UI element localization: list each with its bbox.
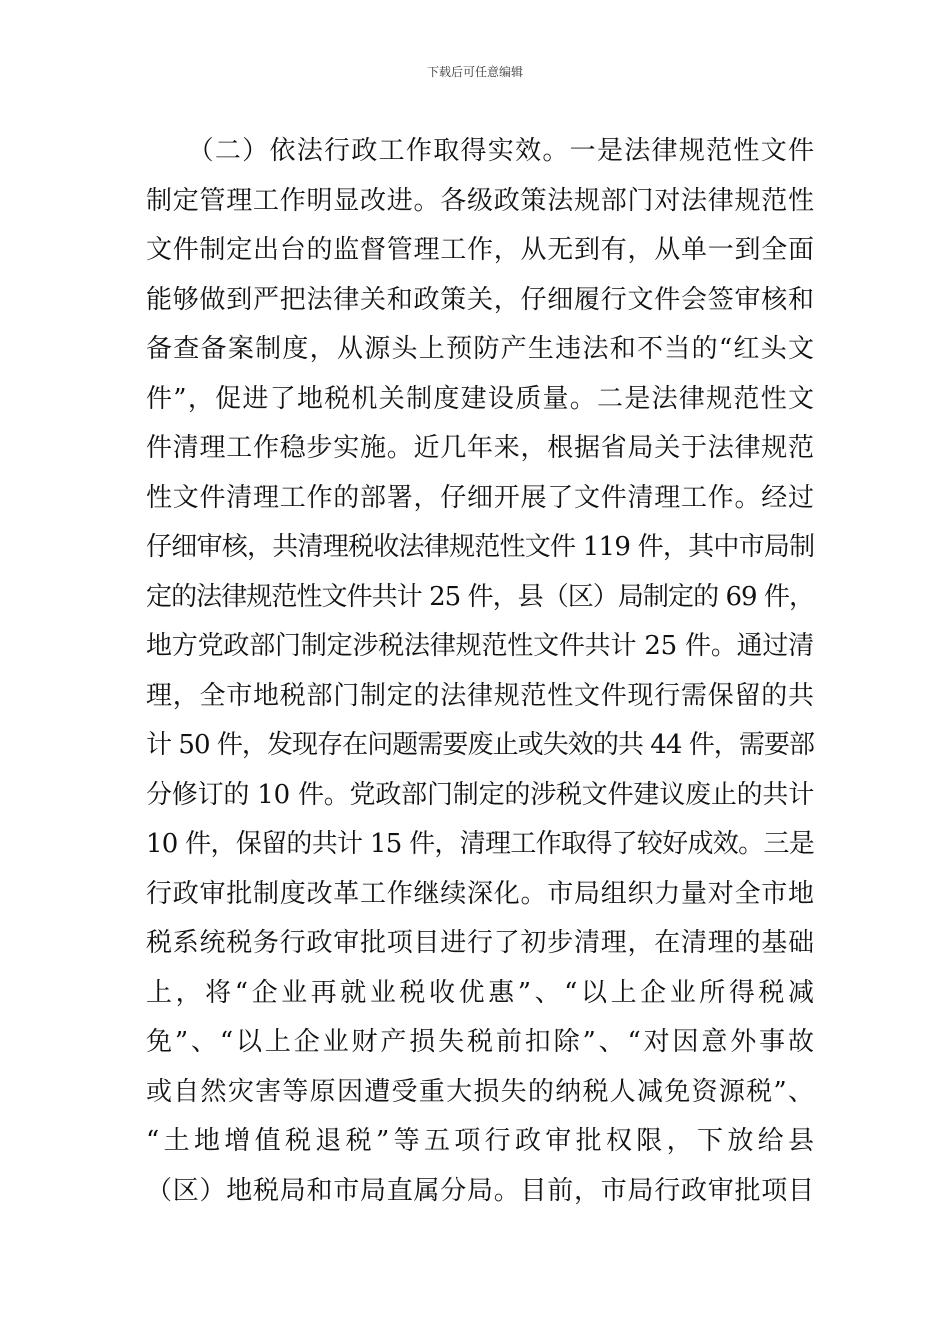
text-line: “土地增值税退税”等五项行政审批权限，下放给县 (146, 1126, 814, 1156)
text-line: 计 50 件，发现存在问题需要废止或失效的共 44 件，需要部 (146, 730, 814, 760)
text-line: 件清理工作稳步实施。近几年来，根据省局关于法律规范 (146, 433, 814, 463)
text-line: 文件制定出台的监督管理工作，从无到有，从单一到全面 (146, 235, 814, 265)
text-line: （区）地税局和市局直属分局。目前，市局行政审批项目 (146, 1175, 814, 1206)
text-line: 制定管理工作明显改进。各级政策法规部门对法律规范性 (146, 185, 814, 216)
page-header: 下载后可任意编辑 (426, 65, 523, 79)
text-line: 性文件清理工作的部署，仔细开展了文件清理工作。经过 (146, 482, 814, 513)
text-line: 免”、“以上企业财产损失税前扣除”、“对因意外事故 (146, 1027, 814, 1057)
text-line: 10 件，保留的共计 15 件，清理工作取得了较好成效。三是 (146, 829, 814, 859)
text-line: 上，将“企业再就业税收优惠”、“以上企业所得税减 (146, 977, 814, 1008)
text-line: 税系统税务行政审批项目进行了初步清理，在清理的基础 (146, 928, 814, 958)
text-line: 或自然灾害等原因遭受重大损失的纳税人减免资源税”、 (146, 1076, 814, 1107)
text-line: 定的法律规范性文件共计 25 件，县（区）局制定的 69 件， (146, 581, 814, 612)
text-line: 地方党政部门制定涉税法律规范性文件共计 25 件。通过清 (146, 631, 814, 661)
text-line: 行政审批制度改革工作继续深化。市局组织力量对全市地 (146, 878, 814, 909)
text-line: 分修订的 10 件。党政部门制定的涉税文件建议废止的共计 (146, 779, 814, 810)
text-line: （二）依法行政工作取得实效。一是法律规范性文件 (146, 136, 814, 166)
text-line: 能够做到严把法律关和政策关，仔细履行文件会签审核和 (146, 284, 814, 315)
text-line: 备查备案制度，从源头上预防产生违法和不当的“红头文 (146, 334, 814, 364)
text-line: 仔细审核，共清理税收法律规范性文件 119 件，其中市局制 (146, 532, 815, 562)
body-paragraph (146, 127, 814, 1216)
text-line: 件”，促进了地税机关制度建设质量。二是法律规范性文 (146, 383, 814, 414)
text-line: 理，全市地税部门制定的法律规范性文件现行需保留的共 (146, 680, 814, 711)
